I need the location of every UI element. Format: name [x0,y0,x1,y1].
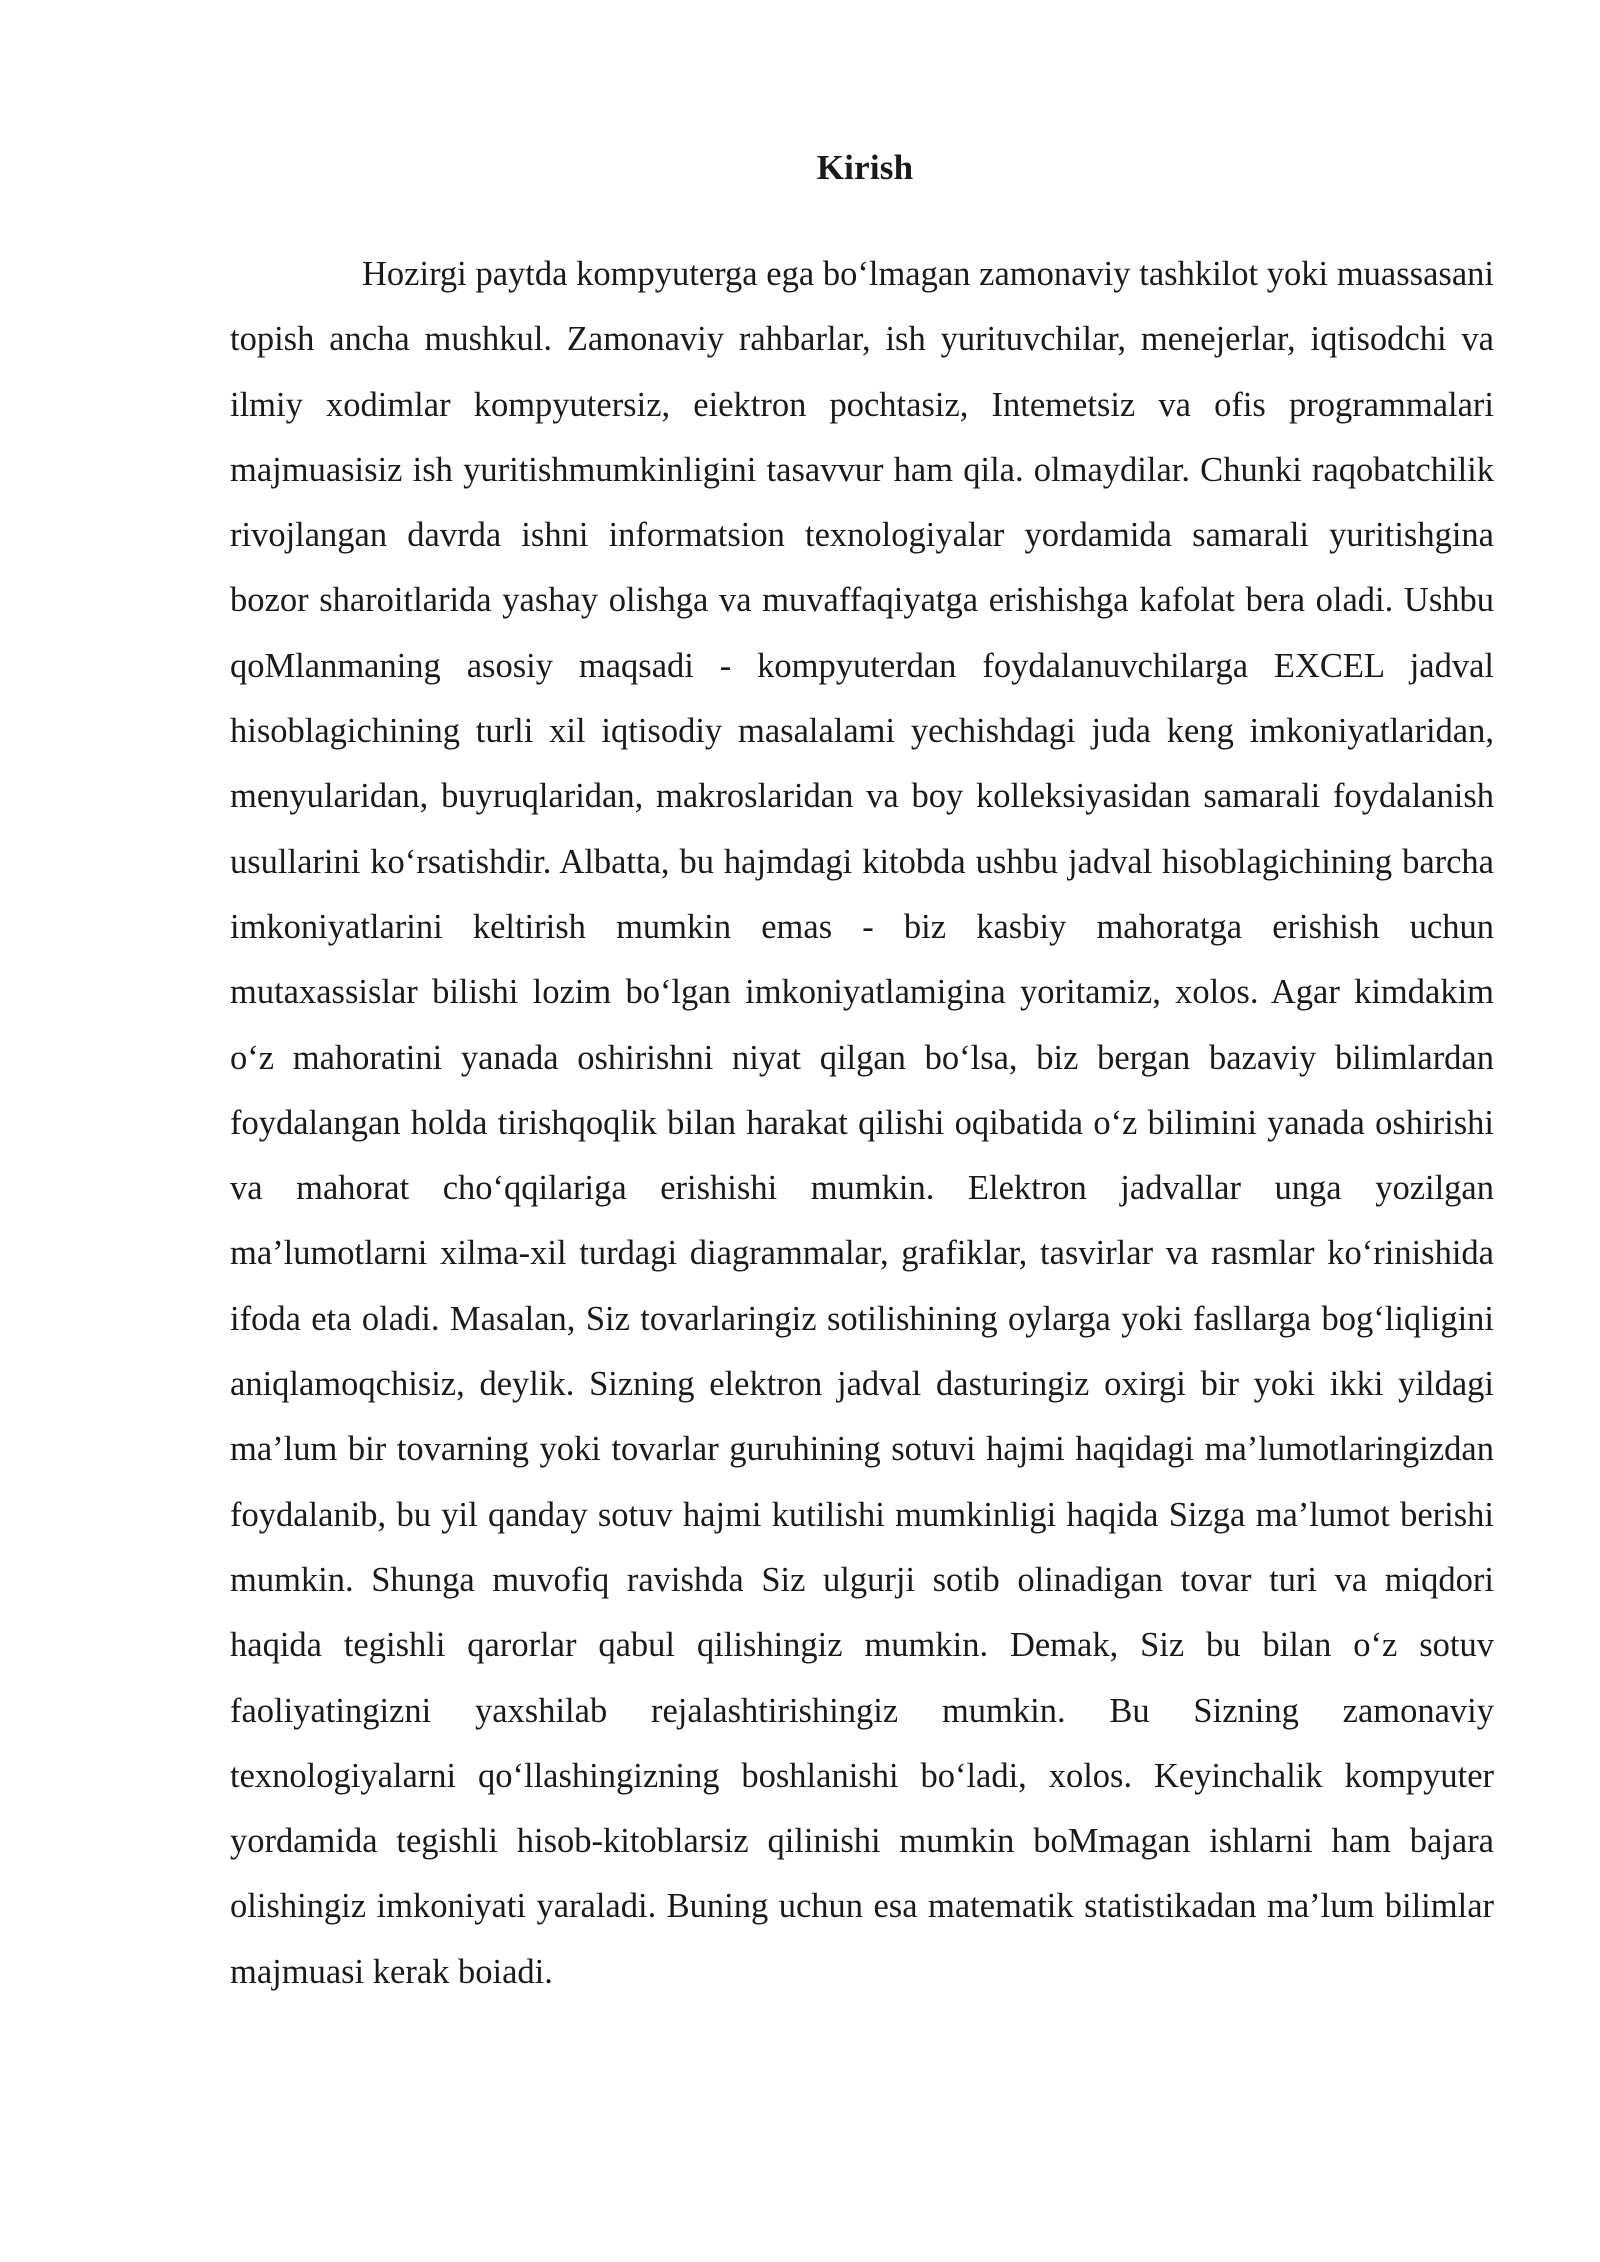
body-paragraph: Hozirgi paytda kompyuterga ega bo‘lmagan zamonaviy tashkilot yoki muassasani topish ancha mushkul. Zamonaviy rahbarlar, ish yurituvchilar, menejerlar, iqtisodchi va ilmiy xodimlar kompyutersiz, eiektron pochtasiz, Intemetsiz va ofis programmalari majmuasisiz ish yuritishmumkinligini tasavvur ham qila. olmaydilar. Chunki raqobatchilik rivojlangan davrda ishni informatsion texnologiyalar yordamida samarali yuritishgina bozor sharoitlarida yashay olishga va muvaffaqiyatga erishishga kafolat bera oladi. Ushbu qoMlanmaning asosiy maqsadi - kompyuterdan foydalanuvchilarga EXCEL jadval hisoblagichining turli xil iqtisodiy masalalami yechishdagi juda keng imkoniyatlaridan, menyularidan, buyruqlaridan, makroslaridan va boy kolleksiyasidan samarali foydalanish usullarini ko‘rsatishdir. Albatta, bu hajmdagi kitobda ushbu jadval hisoblagichining barcha imkoniyatlarini keltirish mumkin emas - biz kasbiy mahoratga erishish uchun mutaxassislar bilishi lozim bo‘lgan imkoniyatlamigina yoritamiz, xolos. Agar kimdakim o‘z mahoratini yanada oshirishni niyat qilgan bo‘lsa, biz bergan bazaviy bilimlardan foydalangan holda tirishqoqlik bilan harakat qilishi oqibatida o‘z bilimini yanada oshirishi va mahorat cho‘qqilariga erishishi mumkin. Elektron jadvallar unga yozilgan ma’lumotlarni xilma-xil turdagi diagrammalar, grafiklar, tasvirlar va rasmlar ko‘rinishida ifoda eta oladi. Masalan, Siz tovarlaringiz sotilishining oylarga yoki fasllarga bog‘liqligini aniqlamoqchisiz, deylik. Sizning elektron jadval dasturingiz oxirgi bir yoki ikki yildagi ma’lum bir tovarning yoki tovarlar guruhining sotuvi hajmi haqidagi ma’lumotlaringizdan foydalanib, bu yil qanday sotuv hajmi kutilishi mumkinligi haqida Sizga ma’lumot berishi mumkin. Shunga muvofiq ravishda Siz ulgurji sotib olinadigan tovar turi va miqdori haqida tegishli qarorlar qabul qilishingiz mumkin. Demak, Siz bu bilan o‘z sotuv faoliyatingizni yaxshilab rejalashtirishingiz mumkin. Bu Sizning zamonaviy texnologiyalarni qo‘llashingizning boshlanishi bo‘ladi, xolos. Keyinchalik kompyuter yordamida tegishli hisob-kitoblarsiz qilinishi mumkin boMmagan ishlarni ham bajara olishingiz imkoniyati yaraladi. Buning uchun esa matematik statistikadan ma’lum bilimlar majmuasi kerak boiadi. [230,255,1494,1991]
page-title: Kirish [816,148,914,187]
